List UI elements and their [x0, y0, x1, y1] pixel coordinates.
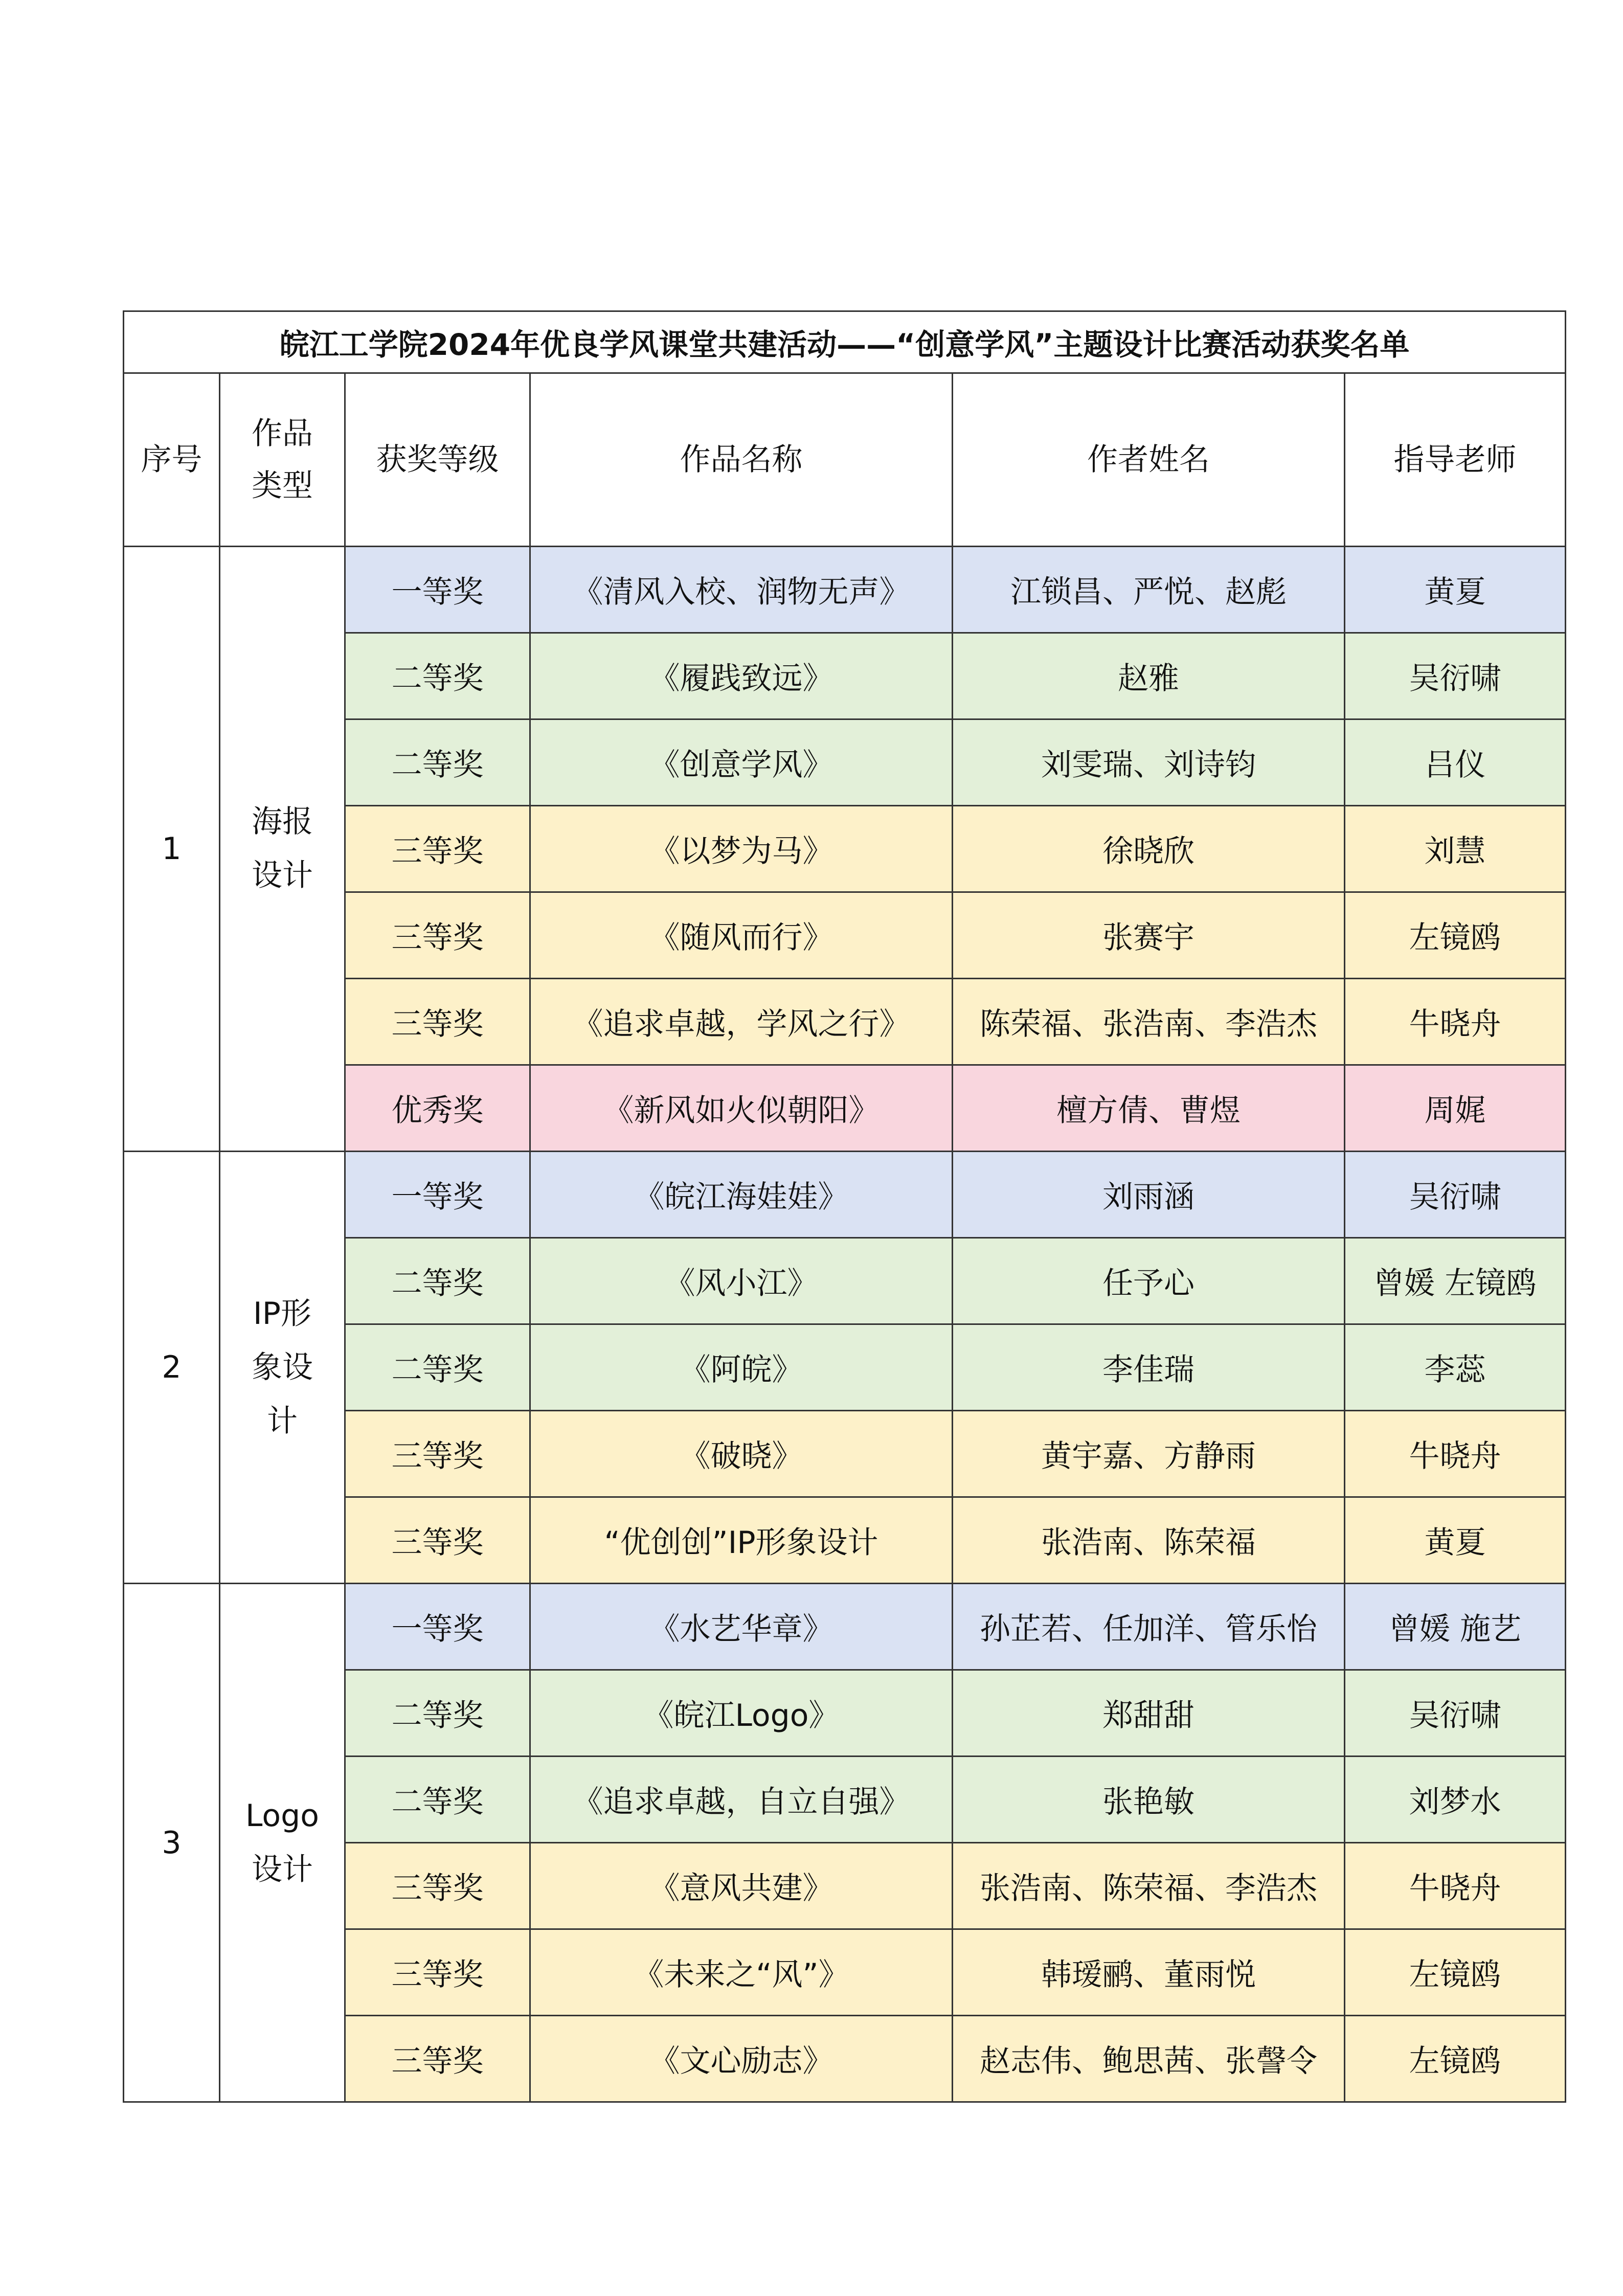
work-name: 《新风如火似朝阳》	[530, 1065, 953, 1152]
header-type-line1: 作品	[252, 416, 313, 452]
award-grade: 二等奖	[345, 1757, 530, 1843]
award-body	[124, 547, 1566, 2102]
advisor-name: 李蕊	[1345, 1324, 1566, 1411]
header-grade: 获奖等级	[345, 373, 530, 547]
author-names: 孙芷若、任加洋、管乐怡	[953, 1584, 1345, 1670]
author-names: 张浩南、陈荣福、李浩杰	[953, 1843, 1345, 1929]
award-grade: 三等奖	[345, 979, 530, 1065]
group-type	[220, 547, 345, 1152]
award-grade: 三等奖	[345, 2016, 530, 2102]
advisor-name: 吕仪	[1345, 719, 1566, 806]
work-name: 《以梦为马》	[530, 806, 953, 892]
advisor-name: 吴衍啸	[1345, 633, 1566, 719]
author-names: 檀方倩、曹煜	[953, 1065, 1345, 1152]
advisor-name: 牛晓舟	[1345, 1411, 1566, 1497]
advisor-name: 黄夏	[1345, 547, 1566, 633]
author-names: 陈荣福、张浩南、李浩杰	[953, 979, 1345, 1065]
award-grade: 二等奖	[345, 1324, 530, 1411]
work-name: 《创意学风》	[530, 719, 953, 806]
work-name: 《履践致远》	[530, 633, 953, 719]
advisor-name: 刘梦水	[1345, 1757, 1566, 1843]
work-name: 《意风共建》	[530, 1843, 953, 1929]
header-teacher: 指导老师	[1345, 373, 1566, 547]
advisor-name: 吴衍啸	[1345, 1670, 1566, 1757]
award-table	[123, 310, 1566, 2103]
award-grade: 一等奖	[345, 1584, 530, 1670]
group-seq: 3	[124, 1584, 220, 2102]
header-work: 作品名称	[530, 373, 953, 547]
award-grade: 二等奖	[345, 719, 530, 806]
advisor-name: 左镜鸥	[1345, 892, 1566, 979]
table-row	[124, 547, 1566, 633]
table-row	[124, 1152, 1566, 1238]
advisor-name: 曾媛 左镜鸥	[1345, 1238, 1566, 1324]
author-names: 韩瑷鹂、董雨悦	[953, 1929, 1345, 2016]
work-name: 《阿皖》	[530, 1324, 953, 1411]
award-grade: 三等奖	[345, 1411, 530, 1497]
work-name: 《皖江Logo》	[530, 1670, 953, 1757]
advisor-name: 左镜鸥	[1345, 1929, 1566, 2016]
author-names: 江锁昌、严悦、赵彪	[953, 547, 1345, 633]
header-row	[124, 373, 1566, 547]
work-name: 《皖江海娃娃》	[530, 1152, 953, 1238]
work-name: 《未来之“风”》	[530, 1929, 953, 2016]
advisor-name: 曾媛 施艺	[1345, 1584, 1566, 1670]
header-type-line2: 类型	[252, 468, 313, 504]
award-grade: 一等奖	[345, 547, 530, 633]
award-grade: 二等奖	[345, 1670, 530, 1757]
group-type	[220, 1152, 345, 1584]
group-type	[220, 1584, 345, 2102]
author-names: 赵志伟、鲍思茜、张謦令	[953, 2016, 1345, 2102]
group-type-line: 海报	[252, 804, 313, 840]
award-grade: 一等奖	[345, 1152, 530, 1238]
table-row	[124, 1584, 1566, 1670]
advisor-name: 牛晓舟	[1345, 1843, 1566, 1929]
group-type-line: 设计	[252, 858, 313, 893]
author-names: 赵雅	[953, 633, 1345, 719]
work-name: 《随风而行》	[530, 892, 953, 979]
advisor-name: 牛晓舟	[1345, 979, 1566, 1065]
award-grade: 二等奖	[345, 633, 530, 719]
author-names: 张浩南、陈荣福	[953, 1497, 1345, 1584]
award-grade: 三等奖	[345, 1497, 530, 1584]
advisor-name: 左镜鸥	[1345, 2016, 1566, 2102]
table-title: 皖江工学院2024年优良学风课堂共建活动——“创意学风”主题设计比赛活动获奖名单	[124, 311, 1566, 373]
author-names: 李佳瑞	[953, 1324, 1345, 1411]
work-name: 《风小江》	[530, 1238, 953, 1324]
author-names: 任予心	[953, 1238, 1345, 1324]
author-names: 刘雯瑞、刘诗钧	[953, 719, 1345, 806]
award-grade: 三等奖	[345, 806, 530, 892]
award-grade: 三等奖	[345, 892, 530, 979]
group-type-line: 计	[267, 1403, 298, 1439]
work-name: 《清风入校、润物无声》	[530, 547, 953, 633]
work-name: 《水艺华章》	[530, 1584, 953, 1670]
work-name: “优创创”IP形象设计	[530, 1497, 953, 1584]
work-name: 《追求卓越，学风之行》	[530, 979, 953, 1065]
author-names: 黄宇嘉、方静雨	[953, 1411, 1345, 1497]
group-type-line: 象设	[252, 1349, 313, 1385]
group-type-line: 设计	[252, 1851, 313, 1887]
author-names: 张艳敏	[953, 1757, 1345, 1843]
work-name: 《文心励志》	[530, 2016, 953, 2102]
award-grade: 二等奖	[345, 1238, 530, 1324]
advisor-name: 刘慧	[1345, 806, 1566, 892]
advisor-name: 黄夏	[1345, 1497, 1566, 1584]
author-names: 徐晓欣	[953, 806, 1345, 892]
work-name: 《破晓》	[530, 1411, 953, 1497]
author-names: 郑甜甜	[953, 1670, 1345, 1757]
author-names: 张赛宇	[953, 892, 1345, 979]
work-name: 《追求卓越，自立自强》	[530, 1757, 953, 1843]
advisor-name: 周娓	[1345, 1065, 1566, 1152]
group-seq: 1	[124, 547, 220, 1152]
header-author: 作者姓名	[953, 373, 1345, 547]
advisor-name: 吴衍啸	[1345, 1152, 1566, 1238]
award-grade: 优秀奖	[345, 1065, 530, 1152]
award-grade: 三等奖	[345, 1843, 530, 1929]
group-type-line: IP形	[253, 1295, 311, 1332]
group-seq: 2	[124, 1152, 220, 1584]
author-names: 刘雨涵	[953, 1152, 1345, 1238]
header-type	[220, 373, 345, 547]
award-grade: 三等奖	[345, 1929, 530, 2016]
group-type-line: Logo	[245, 1797, 319, 1834]
header-seq: 序号	[124, 373, 220, 547]
